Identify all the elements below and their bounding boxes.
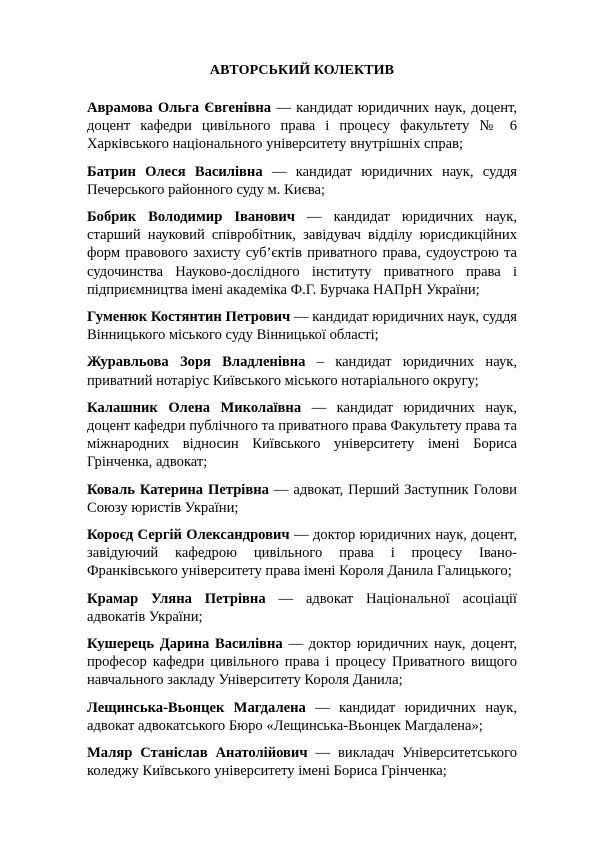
- author-name: Батрин Олеся Василівна: [87, 163, 263, 180]
- author-description: — адвокат, Перший Заступник Голови Союзу юристів України;: [87, 481, 517, 516]
- author-description: — кандидат юридичних наук, старший науковий співробітник, завідувач відділу юрисдикційних форм правового захисту суб’єктів приватного права, судоустрою та судочинства Науково-дослідного інституту приватного права і підприємництва імені академіка Ф.Г. Бурчака НАПрН України;: [87, 209, 517, 298]
- author-name: Калашник Олена Миколаївна: [87, 399, 302, 416]
- author-description: — доктор юридичних наук, доцент, професор кафедри цивільного права і процесу Приватного вищого навчального закладу Університету Короля Данила;: [87, 636, 517, 689]
- author-description: — кандидат юридичних наук, суддя Вінницького міського суду Вінницької області;: [87, 309, 517, 344]
- author-description: — кандидат юридичних наук, суддя Печерського районного суду м. Києва;: [87, 163, 518, 198]
- author-description: — викладач Університетського коледжу Київського університету імені Бориса Грінченка;: [87, 745, 518, 780]
- page-title: АВТОРСЬКИЙ КОЛЕКТИВ: [209, 63, 395, 78]
- author-name: Короєд Сергій Олександрович: [87, 527, 290, 544]
- author-entry-kramar: [87, 590, 517, 626]
- author-entry-kalashnyk: [87, 399, 517, 472]
- author-entry-bobryk: [87, 208, 517, 299]
- author-name: Бобрик Володимир Іванович: [87, 209, 296, 226]
- author-entry-humeniuk: [87, 308, 517, 344]
- document-page: [87, 62, 517, 790]
- author-entry-avramova: [87, 99, 517, 154]
- author-entry-batryn: [87, 163, 517, 199]
- author-entry-leshchynska: [87, 699, 517, 735]
- author-description: — кандидат юридичних наук, доцент, доцент кафедри цивільного права і процесу факультету № 6 Харківського національного університету внутрішніх справ;: [87, 100, 517, 153]
- author-name: Журавльова Зоря Владленівна: [87, 354, 306, 371]
- author-description: — адвокат Національної асоціації адвокатів України;: [87, 590, 517, 625]
- author-entry-kusherets: [87, 635, 517, 690]
- author-entry-koval: [87, 481, 517, 517]
- author-name: Гуменюк Костянтин Петрович: [87, 309, 291, 326]
- author-name: Крамар Уляна Петрівна: [87, 590, 266, 607]
- author-name: Маляр Станіслав Анатолійович: [87, 745, 308, 762]
- author-entry-maliar: [87, 744, 517, 780]
- author-description: — кандидат юридичних наук, доцент кафедри публічного та приватного права Факультету права та міжнародних відносин Київського університету імені Бориса Грінченка, адвокат;: [87, 399, 517, 471]
- author-name: Кушерець Дарина Василівна: [87, 636, 283, 653]
- author-name: Лещинська-Вьонцек Магдалена: [87, 699, 306, 716]
- author-entry-zhuravlova: [87, 353, 517, 389]
- author-name: Аврамова Ольга Євгенівна: [87, 100, 272, 116]
- author-description: — кандидат юридичних наук, адвокат адвокатського Бюро «Лещинська-Вьонцек Магдалена»;: [87, 699, 517, 734]
- author-description: — доктор юридичних наук, доцент, завідуючий кафедрою цивільного права і процесу Івано-Франківського університету права імені Короля Данила Галицького;: [87, 527, 517, 580]
- author-name: Коваль Катерина Петрівна: [87, 481, 269, 498]
- author-description: – кандидат юридичних наук, приватний нотаріус Київського міського нотаріального округу;: [87, 354, 517, 389]
- author-entry-koroied: [87, 526, 517, 581]
